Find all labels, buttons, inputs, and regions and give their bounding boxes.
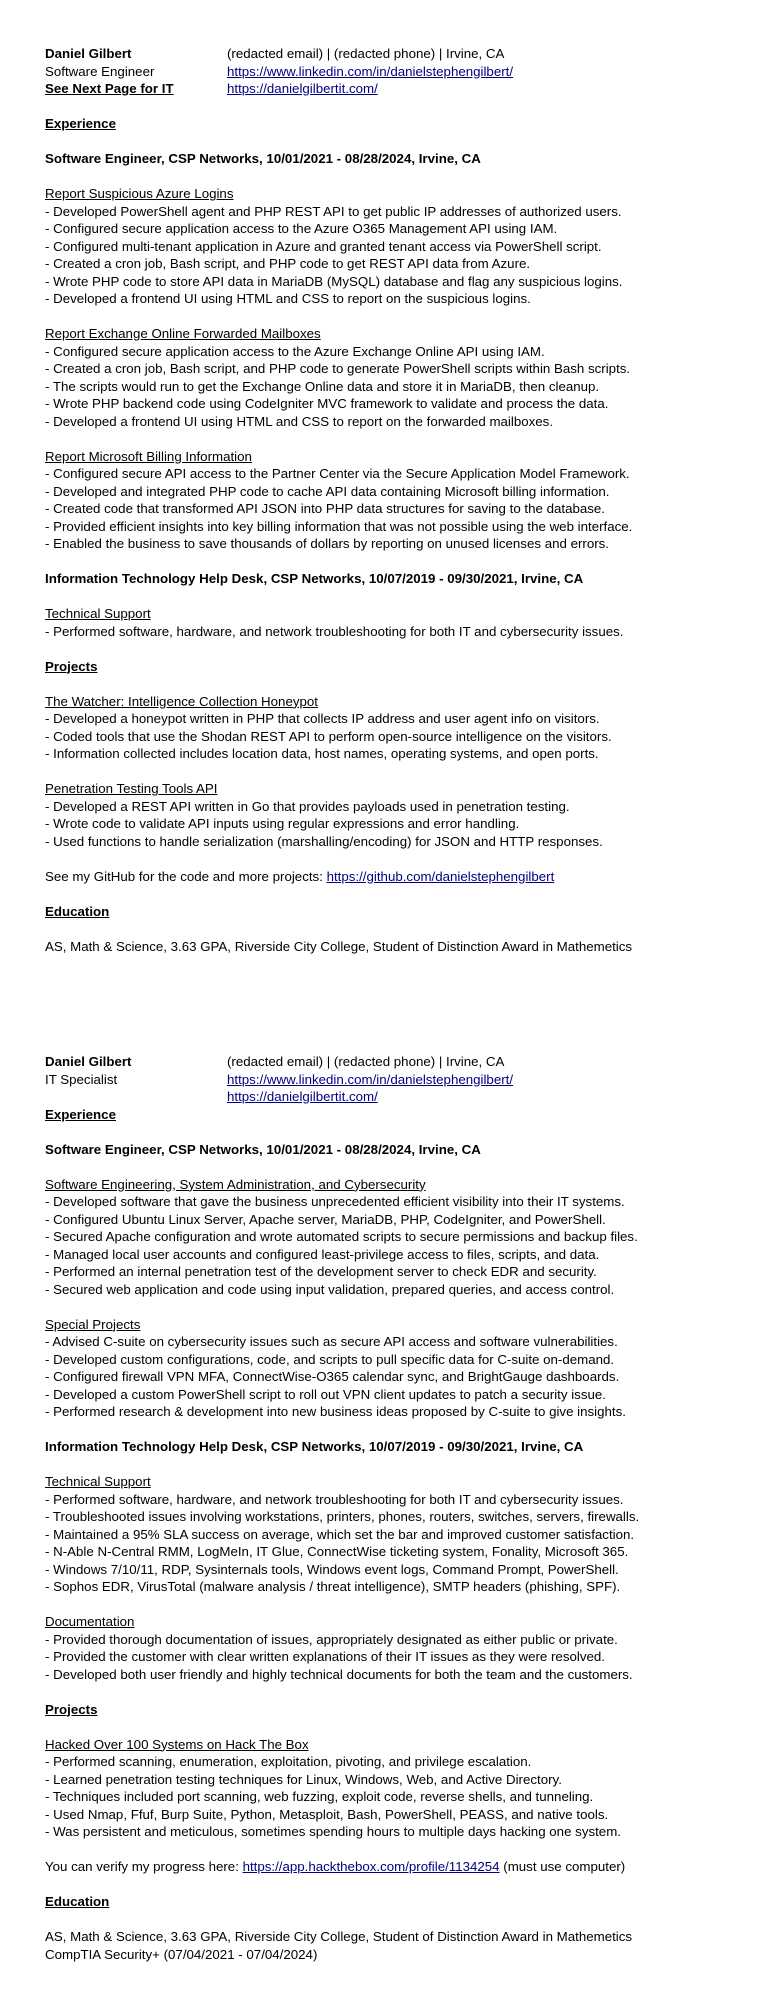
project-title: Hacked Over 100 Systems on Hack The Box (45, 1736, 309, 1752)
hackthebox-line (45, 1858, 745, 1876)
bullet-item: - Performed scanning, enumeration, exploitation, pivoting, and privilege escalation. (45, 1753, 745, 1771)
bullet-item: - Developed a REST API written in Go that provides payloads used in penetration testing. (45, 798, 745, 816)
bullet-item: - Techniques included port scanning, web fuzzing, exploit code, reverse shells, and tunneling. (45, 1788, 745, 1806)
projects-list (45, 693, 745, 868)
bullet-item: - Used Nmap, Ffuf, Burp Suite, Python, Metasploit, Bash, PowerShell, PEASS, and native tools. (45, 1806, 745, 1824)
bullet-item: - Used functions to handle serialization (marshalling/encoding) for JSON and HTTP responses. (45, 833, 745, 851)
experience-heading: Experience (45, 116, 116, 131)
bullet-item: - Created a cron job, Bash script, and PHP code to generate PowerShell scripts within Bash scripts. (45, 360, 745, 378)
responsibility-group-bullets (45, 465, 745, 553)
bullet-item: - Provided efficient insights into key billing information that was not possible using the web interface. (45, 518, 745, 536)
hackthebox-link[interactable]: https://app.hackthebox.com/profile/1134254 (242, 1859, 500, 1874)
projects-heading: Projects (45, 1701, 98, 1717)
bullet-item: - Performed research & development into new business ideas proposed by C-suite to give insights. (45, 1403, 745, 1421)
linkedin-link[interactable]: https://www.linkedin.com/in/danielstephengilbert/ (227, 63, 514, 79)
responsibility-group-bullets (45, 1631, 745, 1684)
bullet-item: - Secured web application and code using input validation, prepared queries, and access control. (45, 1281, 745, 1299)
bullet-item: - Learned penetration testing techniques for Linux, Windows, Web, and Active Directory. (45, 1771, 745, 1789)
education-item: AS, Math & Science, 3.63 GPA, Riverside City College, Student of Distinction Award in Mathemetics (45, 938, 633, 954)
bullet-item: - Provided the customer with clear written explanations of their IT issues as they were resolved. (45, 1648, 745, 1666)
job-entry (45, 1141, 745, 1439)
responsibility-group-bullets (45, 1333, 745, 1421)
education-heading: Education (45, 903, 110, 919)
bullet-item: - Developed a custom PowerShell script to roll out VPN client updates to patch a security issue. (45, 1386, 745, 1404)
bullet-item: - Configured firewall VPN MFA, ConnectWise-O365 calendar sync, and BrightGauge dashboards. (45, 1368, 745, 1386)
bullet-item: - Information collected includes location data, host names, operating systems, and open ports. (45, 745, 745, 763)
bullet-item: - Developed custom configurations, code, and scripts to pull specific data for C-suite on-demand. (45, 1351, 745, 1369)
candidate-name: Daniel Gilbert (45, 46, 132, 61)
responsibility-group-title: Software Engineering, System Administration, and Cybersecurity (45, 1176, 426, 1192)
job-heading: Information Technology Help Desk, CSP Networks, 10/07/2019 - 09/30/2021, Irvine, CA (45, 571, 584, 586)
htb-prefix: You can verify my progress here: (45, 1859, 243, 1874)
education-heading: Education (45, 1894, 110, 1909)
bullet-item: - Wrote code to validate API inputs using regular expressions and error handling. (45, 815, 745, 833)
bullet-item: - Developed and integrated PHP code to cache API data containing Microsoft billing information. (45, 483, 745, 501)
bullet-item: - Created a cron job, Bash script, and PHP code to get REST API data from Azure. (45, 255, 745, 273)
contact-info: (redacted email) | (redacted phone) | Irvine, CA (227, 1054, 505, 1069)
responsibility-group-title: Documentation (45, 1614, 135, 1629)
job-entry (45, 1438, 745, 1701)
bullet-item: - Enabled the business to save thousands of dollars by reporting on unused licenses and errors. (45, 535, 745, 553)
job-heading: Information Technology Help Desk, CSP Networks, 10/07/2019 - 09/30/2021, Irvine, CA (45, 1439, 584, 1454)
bullet-item: - Developed a frontend UI using HTML and CSS to report on the suspicious logins. (45, 290, 745, 308)
bullet-item: - Troubleshooted issues involving workstations, printers, phones, routers, switches, servers, firewalls. (45, 1508, 745, 1526)
resume-header (45, 45, 745, 98)
education-item: AS, Math & Science, 3.63 GPA, Riverside City College, Student of Distinction Award in Mathemetics (45, 1929, 633, 1944)
bullet-item: - Managed local user accounts and configured least-privilege access to files, scripts, and data. (45, 1246, 745, 1264)
website-link[interactable]: https://danielgilbertit.com/ (227, 1089, 378, 1104)
bullet-item: - Developed a honeypot written in PHP that collects IP address and user agent info on visitors. (45, 710, 745, 728)
job-entry (45, 150, 745, 570)
responsibility-group-bullets (45, 1491, 745, 1596)
bullet-item: - Wrote PHP code to store API data in MariaDB (MySQL) database and flag any suspicious logins. (45, 273, 745, 291)
responsibility-group-title: Report Microsoft Billing Information (45, 448, 252, 464)
responsibility-group-bullets (45, 623, 745, 641)
resume-page-1 (45, 45, 745, 955)
bullet-item: - Developed a frontend UI using HTML and CSS to report on the forwarded mailboxes. (45, 413, 745, 431)
project-entry (45, 1736, 745, 1859)
bullet-item: - Configured secure application access to the Azure O365 Management API using IAM. (45, 220, 745, 238)
responsibility-group-title: Technical Support (45, 606, 151, 621)
bullet-item: - Developed software that gave the business unprecedented efficient visibility into their IT systems. (45, 1193, 745, 1211)
experience-list (45, 1141, 745, 1701)
github-line (45, 868, 745, 886)
job-heading: Software Engineer, CSP Networks, 10/01/2021 - 08/28/2024, Irvine, CA (45, 1141, 481, 1157)
project-entry (45, 780, 745, 868)
bullet-item: - Developed both user friendly and highly technical documents for both the team and the customers. (45, 1666, 745, 1684)
bullet-item: - Configured multi-tenant application in Azure and granted tenant access via PowerShell script. (45, 238, 745, 256)
linkedin-link[interactable]: https://www.linkedin.com/in/danielstephengilbert/ (227, 1071, 514, 1087)
bullet-item: - Wrote PHP backend code using CodeIgniter MVC framework to validate and process the data. (45, 395, 745, 413)
bullet-item: - Coded tools that use the Shodan REST API to perform open-source intelligence on the visitors. (45, 728, 745, 746)
experience-heading: Experience (45, 1106, 116, 1122)
bullet-item: - Was persistent and meticulous, sometimes spending hours to multiple days hacking one system. (45, 1823, 745, 1841)
bullet-item: - Advised C-suite on cybersecurity issues such as secure API access and software vulnerabilities. (45, 1333, 745, 1351)
bullet-item: - Maintained a 95% SLA success on average, which set the bar and improved customer satisfaction. (45, 1526, 745, 1544)
website-link[interactable]: https://danielgilbertit.com/ (227, 81, 378, 96)
bullet-item: - Sophos EDR, VirusTotal (malware analysis / threat intelligence), SMTP headers (phishing, SPF). (45, 1578, 745, 1596)
responsibility-group-title: Technical Support (45, 1474, 151, 1489)
certification-item: CompTIA Security+ (07/04/2021 - 07/04/2024) (45, 1946, 318, 1962)
github-link[interactable]: https://github.com/danielstephengilbert (326, 868, 555, 884)
responsibility-group-title: Report Suspicious Azure Logins (45, 186, 234, 201)
contact-info: (redacted email) | (redacted phone) | Irvine, CA (227, 46, 505, 61)
bullet-item: - Secured Apache configuration and wrote automated scripts to secure permissions and backup files. (45, 1228, 745, 1246)
project-bullets (45, 798, 745, 851)
htb-suffix: (must use computer) (499, 1859, 626, 1874)
job-heading: Software Engineer, CSP Networks, 10/01/2021 - 08/28/2024, Irvine, CA (45, 151, 481, 166)
bullet-item: - Provided thorough documentation of issues, appropriately designated as either public or private. (45, 1631, 745, 1649)
project-bullets (45, 1753, 745, 1841)
project-entry (45, 693, 745, 781)
bullet-item: - Performed software, hardware, and network troubleshooting for both IT and cybersecurity issues. (45, 623, 745, 641)
responsibility-group-title: Special Projects (45, 1316, 141, 1332)
candidate-title: Software Engineer (45, 63, 155, 79)
job-entry (45, 570, 745, 658)
bullet-item: - Configured secure API access to the Partner Center via the Secure Application Model Framework. (45, 465, 745, 483)
bullet-item: - Configured secure application access to the Azure Exchange Online API using IAM. (45, 343, 745, 361)
candidate-title: IT Specialist (45, 1071, 118, 1087)
responsibility-group-bullets (45, 203, 745, 308)
responsibility-group-bullets (45, 1193, 745, 1298)
bullet-item: - The scripts would run to get the Exchange Online data and store it in MariaDB, then cleanup. (45, 378, 745, 396)
project-title: The Watcher: Intelligence Collection Honeypot (45, 693, 318, 709)
experience-list (45, 150, 745, 658)
candidate-name: Daniel Gilbert (45, 1054, 132, 1069)
bullet-item: - Developed PowerShell agent and PHP REST API to get public IP addresses of authorized users. (45, 203, 745, 221)
bullet-item: - Created code that transformed API JSON into PHP data structures for saving to the database. (45, 500, 745, 518)
bullet-item: - Performed an internal penetration test of the development server to check EDR and security. (45, 1263, 745, 1281)
project-title: Penetration Testing Tools API (45, 781, 218, 796)
bullet-item: - N-Able N-Central RMM, LogMeIn, IT Glue, ConnectWise ticketing system, Fonality, Microsoft 365. (45, 1543, 745, 1561)
projects-heading: Projects (45, 658, 98, 674)
resume-header (45, 1053, 745, 1106)
bullet-item: - Configured Ubuntu Linux Server, Apache server, MariaDB, PHP, CodeIgniter, and PowerShell. (45, 1211, 745, 1229)
resume-page-2 (45, 1053, 745, 1963)
see-next-page-note: See Next Page for IT (45, 81, 174, 96)
projects-list (45, 1736, 745, 1859)
responsibility-group-bullets (45, 343, 745, 431)
bullet-item: - Windows 7/10/11, RDP, Sysinternals tools, Windows event logs, Command Prompt, PowerShell. (45, 1561, 745, 1579)
github-prefix: See my GitHub for the code and more projects: (45, 868, 327, 884)
bullet-item: - Performed software, hardware, and network troubleshooting for both IT and cybersecurity issues. (45, 1491, 745, 1509)
responsibility-group-title: Report Exchange Online Forwarded Mailboxes (45, 326, 321, 341)
project-bullets (45, 710, 745, 763)
